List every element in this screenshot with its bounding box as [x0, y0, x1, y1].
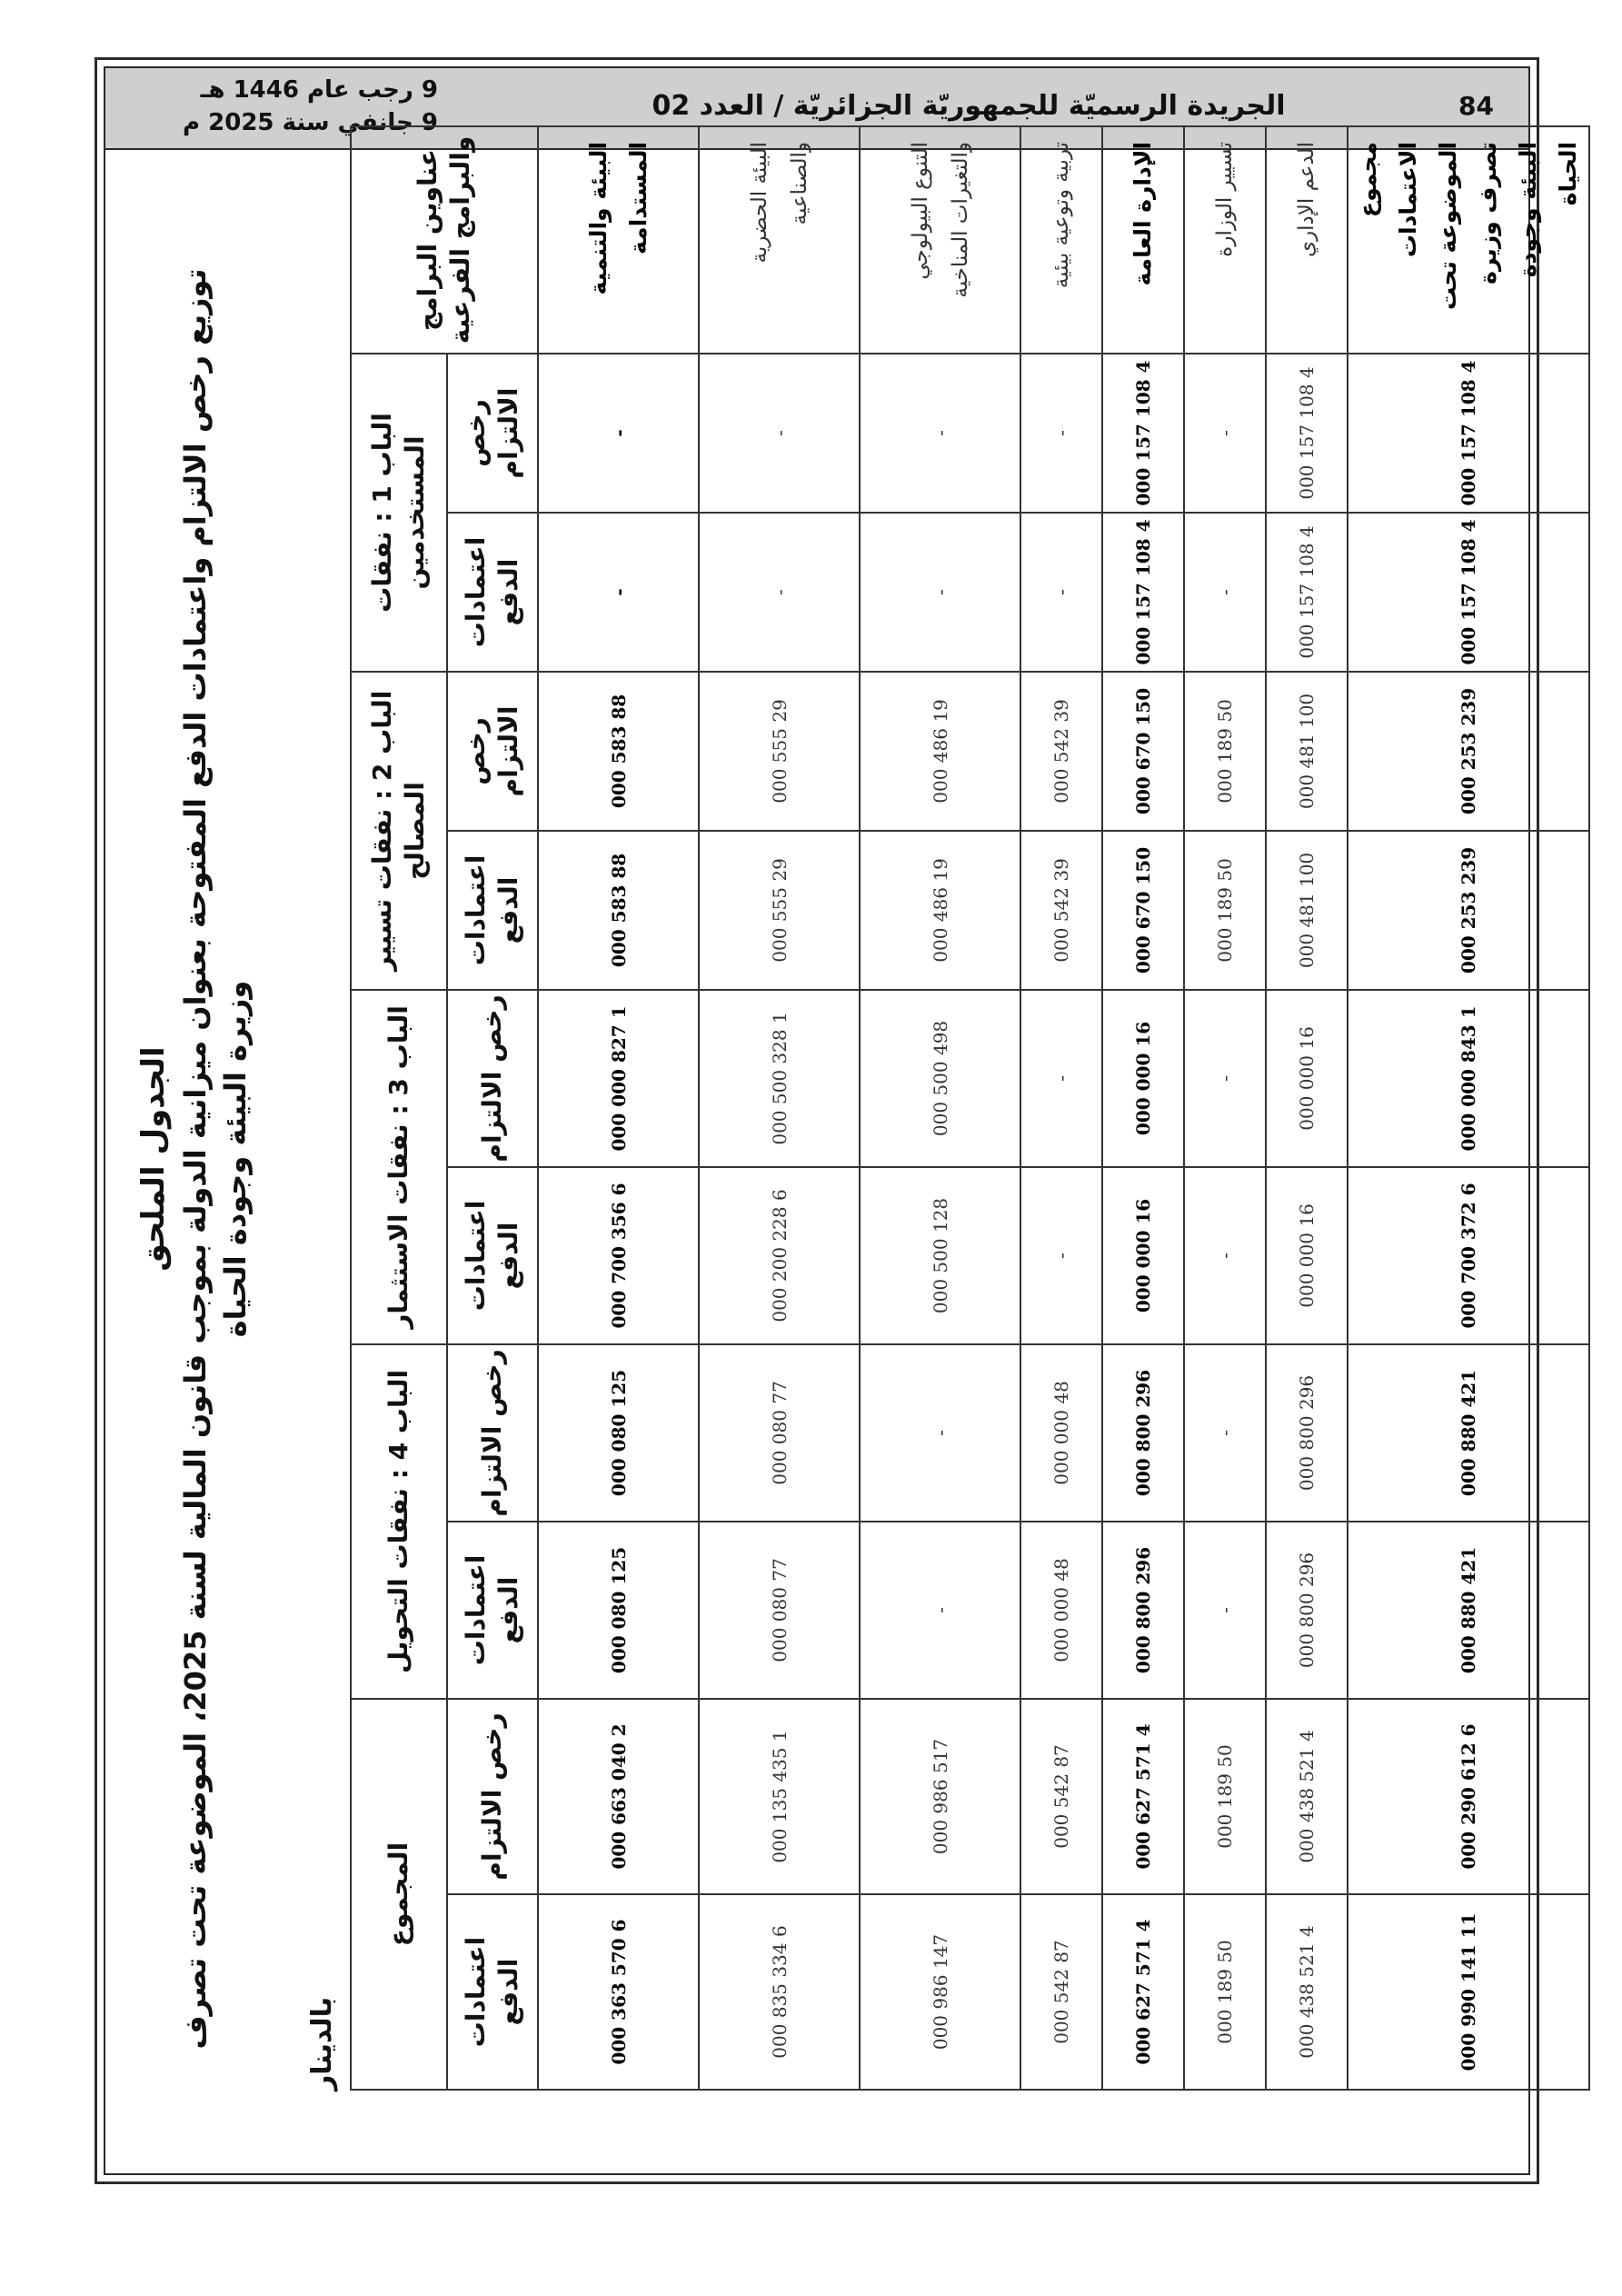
amount-cell: 77 080 000	[699, 1344, 860, 1522]
appropriations-table	[350, 125, 1590, 2091]
rotated-content	[132, 135, 1581, 2118]
amount-cell: 29 555 000	[699, 672, 860, 831]
subheader-payment: اعتمادات الدفع	[447, 1522, 538, 1699]
amount-cell: -	[1184, 513, 1266, 672]
amount-cell: 19 486 000	[860, 831, 1020, 990]
subheader-payment: اعتمادات الدفع	[447, 831, 538, 990]
group-header-chapter2: الباب 2 : نفقات تسيير المصالح	[351, 672, 447, 990]
subheader-commitment: رخص الالتزام	[447, 672, 538, 831]
amount-cell: 29 555 000	[699, 831, 860, 990]
amount-cell: -	[1184, 354, 1266, 513]
amount-cell: -	[1020, 513, 1102, 672]
doc-title: الجدول الملحق	[135, 1046, 172, 1272]
amount-cell: 4 571 627 000	[1102, 1699, 1184, 1894]
amount-cell: 1 328 500 000	[699, 990, 860, 1167]
amount-cell: 498 500 000	[860, 990, 1020, 1167]
amount-cell: 6 372 700 000	[1348, 1167, 1589, 1344]
amount-cell: -	[538, 513, 699, 672]
amount-cell: 87 542 000	[1020, 1699, 1102, 1894]
amount-cell: 6 356 700 000	[538, 1167, 699, 1344]
amount-cell: -	[1020, 354, 1102, 513]
amount-cell: 50 189 000	[1184, 1699, 1266, 1894]
page-number: 84	[1458, 91, 1494, 121]
subheader-commitment: رخص الالتزام	[447, 1344, 538, 1522]
amount-cell: 296 800 000	[1266, 1344, 1348, 1522]
amount-cell: 147 986 000	[860, 1894, 1020, 2090]
amount-cell: 150 670 000	[1102, 831, 1184, 990]
amount-cell: 4 571 627 000	[1102, 1894, 1184, 2090]
amount-cell: -	[860, 354, 1020, 513]
amount-cell: 11 141 990 000	[1348, 1894, 1589, 2090]
amount-cell: 6 612 290 000	[1348, 1699, 1589, 1894]
program-name-cell: البيئة الحضرية والصناعية	[699, 126, 860, 354]
amount-cell: 50 189 000	[1184, 672, 1266, 831]
amount-cell: 2 040 663 000	[538, 1699, 699, 1894]
amount-cell: -	[1184, 1344, 1266, 1522]
header-date-gregorian: 9 جانفي سنة 2025 م	[183, 109, 438, 136]
amount-cell: 421 880 000	[1348, 1344, 1589, 1522]
amount-cell: 1 435 135 000	[699, 1699, 860, 1894]
amount-cell: -	[1020, 990, 1102, 1167]
amount-cell: 88 583 000	[538, 831, 699, 990]
subheader-commitment: رخص الالتزام	[447, 1699, 538, 1894]
amount-cell: 517 986 000	[860, 1699, 1020, 1894]
amount-cell: -	[699, 513, 860, 672]
document-titles	[132, 200, 359, 2118]
amount-cell: 50 189 000	[1184, 1894, 1266, 2090]
amount-cell: 77 080 000	[699, 1522, 860, 1699]
amount-cell: 6 570 363 000	[538, 1894, 699, 2090]
group-header-chapter3: الباب 3 : نفقات الاستثمار	[351, 990, 447, 1344]
doc-subtitle-minister: وزيرة البيئة وجودة الحياة	[218, 980, 253, 1338]
amount-cell: 150 670 000	[1102, 672, 1184, 831]
group-header-chapter4: الباب 4 : نفقات التحويل	[351, 1344, 447, 1699]
amount-cell: -	[860, 1344, 1020, 1522]
program-name-cell: الدعم الإداري	[1266, 126, 1348, 354]
amount-cell: 16 000 000	[1102, 1167, 1184, 1344]
group-header-chapter1: الباب 1 : نفقات المستخدمين	[351, 354, 447, 672]
subheader-commitment: رخص الالتزام	[447, 990, 538, 1167]
amount-cell: 100 481 000	[1266, 672, 1348, 831]
amount-cell: 239 253 000	[1348, 672, 1589, 831]
amount-cell: -	[1184, 990, 1266, 1167]
amount-cell: -	[1184, 1167, 1266, 1344]
table-body	[538, 126, 1589, 2090]
amount-cell: 6 334 835 000	[699, 1894, 860, 2090]
amount-cell: 48 000 000	[1020, 1522, 1102, 1699]
program-name-cell: الإدارة العامة	[1102, 126, 1184, 354]
table-row	[699, 126, 860, 2090]
amount-cell: 88 583 000	[538, 672, 699, 831]
amount-cell: -	[1184, 1522, 1266, 1699]
amount-cell: 296 800 000	[1102, 1344, 1184, 1522]
amount-cell: 239 253 000	[1348, 831, 1589, 990]
amount-cell: -	[860, 1522, 1020, 1699]
amount-cell: 16 000 000	[1266, 1167, 1348, 1344]
amount-cell: 125 080 000	[538, 1522, 699, 1699]
amount-cell: 39 542 000	[1020, 831, 1102, 990]
amount-cell: 4 108 157 000	[1102, 354, 1184, 513]
amount-cell: 1 843 000 000	[1348, 990, 1589, 1167]
header-date-hijri: 9 رجب عام 1446 هـ	[200, 76, 438, 104]
table-row	[1348, 126, 1589, 2090]
table-row	[1102, 126, 1184, 2090]
amount-cell: 48 000 000	[1020, 1344, 1102, 1522]
amount-cell: 19 486 000	[860, 672, 1020, 831]
amount-cell: 421 880 000	[1348, 1522, 1589, 1699]
amount-cell: -	[1020, 1167, 1102, 1344]
program-name-cell: مجموع الاعتمادات الموضوعة تحت تصرف وزيرة البيئة وجودة الحياة	[1348, 126, 1589, 354]
amount-cell: 39 542 000	[1020, 672, 1102, 831]
amount-cell: 4 108 157 000	[1266, 354, 1348, 513]
amount-cell: 16 000 000	[1266, 990, 1348, 1167]
amount-cell: -	[699, 354, 860, 513]
subheader-payment: اعتمادات الدفع	[447, 1894, 538, 2090]
amount-cell: 4 108 157 000	[1266, 513, 1348, 672]
currency-unit: بالدينار	[306, 1996, 338, 2091]
table-row	[1184, 126, 1266, 2090]
table-row	[1266, 126, 1348, 2090]
amount-cell: 4 108 157 000	[1102, 513, 1184, 672]
col-programs-header: عناوين البرامج والبرامج الفرعية	[351, 126, 538, 354]
program-name-cell: تربية وتوعية بيئية	[1020, 126, 1102, 354]
amount-cell: 128 500 000	[860, 1167, 1020, 1344]
amount-cell: 6 228 200 000	[699, 1167, 860, 1344]
table-row	[1020, 126, 1102, 2090]
header-title: الجريدة الرسميّة للجمهوريّة الجزائريّة / العدد 02	[652, 90, 1286, 122]
amount-cell: 4 108 157 000	[1348, 513, 1589, 672]
subheader-payment: اعتمادات الدفع	[447, 513, 538, 672]
amount-cell: 100 481 000	[1266, 831, 1348, 990]
amount-cell: 125 080 000	[538, 1344, 699, 1522]
amount-cell: 296 800 000	[1102, 1522, 1184, 1699]
amount-cell: 4 521 438 000	[1266, 1699, 1348, 1894]
program-name-cell: التنوع البيولوجي والتغيرات المناخية	[860, 126, 1020, 354]
amount-cell: 4 108 157 000	[1348, 354, 1589, 513]
table-row	[860, 126, 1020, 2090]
table-row	[538, 126, 699, 2090]
amount-cell: 50 189 000	[1184, 831, 1266, 990]
amount-cell: 87 542 000	[1020, 1894, 1102, 2090]
group-header-total: المجموع	[351, 1699, 447, 2090]
table-head	[351, 126, 538, 2090]
amount-cell: 1 827 000 000	[538, 990, 699, 1167]
amount-cell: 4 521 438 000	[1266, 1894, 1348, 2090]
amount-cell: -	[538, 354, 699, 513]
amount-cell: 296 800 000	[1266, 1522, 1348, 1699]
doc-subtitle: توزيع رخص الالتزام واعتمادات الدفع المفتوحة بعنوان ميزانية الدولة بموجب قانون المالية لسنة 2025، الموضوعة تحت تصرف	[178, 268, 213, 2050]
amount-cell: 16 000 000	[1102, 990, 1184, 1167]
program-name-cell: البيئة والتنمية المستدامة	[538, 126, 699, 354]
subheader-commitment: رخص الالتزام	[447, 354, 538, 513]
subheader-payment: اعتمادات الدفع	[447, 1167, 538, 1344]
amount-cell: -	[860, 513, 1020, 672]
program-name-cell: تسيير الوزارة	[1184, 126, 1266, 354]
